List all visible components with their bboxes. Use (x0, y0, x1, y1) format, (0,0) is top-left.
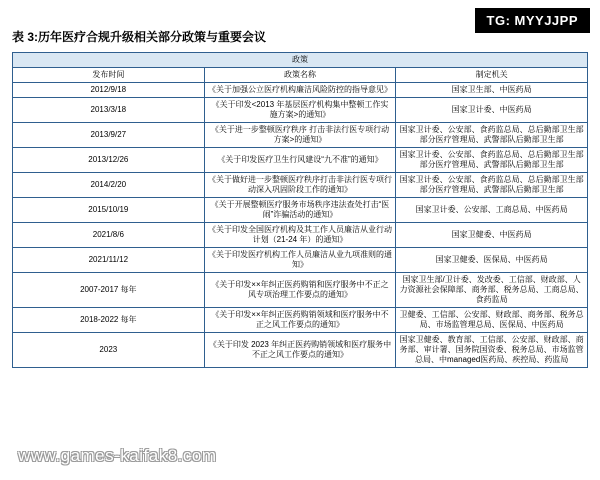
policy-table (12, 52, 588, 368)
table-row (13, 308, 588, 333)
table-row (13, 223, 588, 248)
column-header-name: 政策名称 (204, 68, 396, 83)
cell-date: 2007-2017 每年 (13, 273, 205, 308)
cell-name: 《关于开展整顿医疗服务市场秩序违法查处打击“医闹”诈骗活动的通知》 (204, 198, 396, 223)
cell-org: 国家卫生部/卫计委、发改委、工信部、财政部、人力资源社会保障部、商务部、税务总局、工商总局、食药监局 (396, 273, 588, 308)
cell-org: 国家卫计委、公安部、食药监总局、总后勤部卫生部部分医疗管理局、武警部队后勤部卫生部 (396, 148, 588, 173)
table-row (13, 273, 588, 308)
cell-name: 《关于印发医疗卫生行风建设“九不准”的通知》 (204, 148, 396, 173)
cell-date: 2018-2022 每年 (13, 308, 205, 333)
cell-date: 2014/2/20 (13, 173, 205, 198)
page-title: 表 3:历年医疗合规升级相关部分政策与重要会议 (12, 30, 267, 44)
cell-date: 2015/10/19 (13, 198, 205, 223)
cell-name: 《关于做好进一步整顿医疗秩序打击非法行医专项行动深入巩固阶段工作的通知》 (204, 173, 396, 198)
cell-name: 《关于印发<2013 年基层医疗机构集中整顿工作实施方案>的通知》 (204, 98, 396, 123)
table-row (13, 198, 588, 223)
cell-org: 国家卫健委、中医药局 (396, 223, 588, 248)
group-header-policy: 政策 (13, 53, 588, 68)
cell-name: 《关于进一步整顿医疗秩序 打击非法行医专项行动方案>的通知》 (204, 123, 396, 148)
cell-org: 国家卫生部、中医药局 (396, 83, 588, 98)
cell-name: 《关于印发××年纠正医药购销和医疗服务中不正之风专项治理工作要点的通知》 (204, 273, 396, 308)
table-row (13, 83, 588, 98)
table-row (13, 148, 588, 173)
cell-org: 国家卫计委、公安部、食药监总局、总后勤部卫生部部分医疗管理局、武警部队后勤部卫生部 (396, 123, 588, 148)
table-row (13, 248, 588, 273)
table-row (13, 123, 588, 148)
cell-date: 2021/8/6 (13, 223, 205, 248)
cell-org: 国家卫计委、公安部、食药监总局、总后勤部卫生部部分医疗管理局、武警部队后勤部卫生部 (396, 173, 588, 198)
column-header-date: 发布时间 (13, 68, 205, 83)
bottom-left-watermark: www.games-kaifak8.com (18, 446, 217, 465)
column-header-org: 制定机关 (396, 68, 588, 83)
policy-table-container (12, 52, 588, 368)
table-header-row (13, 68, 588, 83)
cell-date: 2023 (13, 333, 205, 368)
cell-org: 国家卫健委、教育部、工信部、公安部、财政部、商务部、审计署、国务院国资委、税务总局、市场监管总局、中managed医药局、疾控局、药监局 (396, 333, 588, 368)
table-group-header-row (13, 53, 588, 68)
cell-org: 国家卫健委、医保局、中医药局 (396, 248, 588, 273)
cell-name: 《关于印发全国医疗机构及其工作人员廉洁从业行动计划（21-24 年）的通知》 (204, 223, 396, 248)
cell-date: 2013/3/18 (13, 98, 205, 123)
table-row (13, 333, 588, 368)
cell-name: 《关于印发××年纠正医药购销领域和医疗服务中不正之风工作要点的通知》 (204, 308, 396, 333)
cell-date: 2013/12/26 (13, 148, 205, 173)
table-row (13, 173, 588, 198)
cell-name: 《关于印发 2023 年纠正医药购销领域和医疗服务中不正之风工作要点的通知》 (204, 333, 396, 368)
cell-org: 卫健委、工信部、公安部、财政部、商务部、税务总局、市场监管理总局、医保局、中医药局 (396, 308, 588, 333)
cell-org: 国家卫计委、公安部、工商总局、中医药局 (396, 198, 588, 223)
top-right-watermark: TG: MYYJJPP (475, 8, 590, 33)
cell-date: 2012/9/18 (13, 83, 205, 98)
cell-name: 《关于加强公立医疗机构廉洁风险防控的指导意见》 (204, 83, 396, 98)
cell-name: 《关于印发医疗机构工作人员廉洁从业九项准则的通知》 (204, 248, 396, 273)
cell-org: 国家卫计委、中医药局 (396, 98, 588, 123)
cell-date: 2021/11/12 (13, 248, 205, 273)
cell-date: 2013/9/27 (13, 123, 205, 148)
table-row (13, 98, 588, 123)
